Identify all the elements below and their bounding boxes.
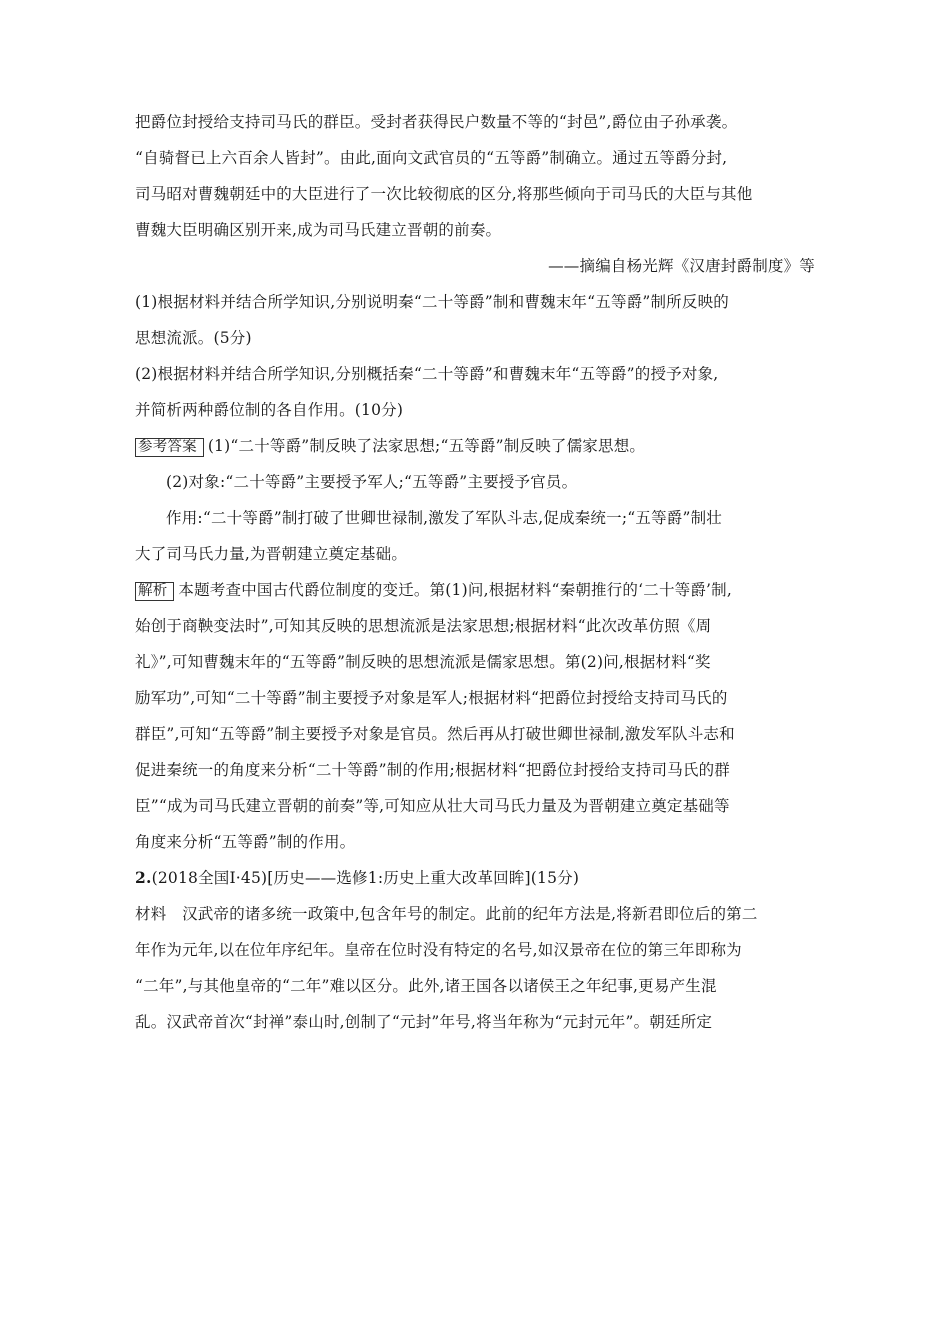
answer-line: 大了司马氏力量,为晋朝建立奠定基础。 bbox=[135, 545, 408, 563]
material-line: 把爵位封授给支持司马氏的群臣。受封者获得民户数量不等的“封邑”,爵位由子孙承袭。 bbox=[135, 113, 738, 131]
answer-line: (2)对象:“二十等爵”主要授予军人;“五等爵”主要授予官员。 bbox=[166, 473, 578, 491]
answer-text: (1)“二十等爵”制反映了法家思想;“五等爵”制反映了儒家思想。 bbox=[207, 437, 646, 455]
answer-line bbox=[135, 436, 815, 456]
material-line: “自骑督已上六百余人皆封”。由此,面向文武官员的“五等爵”制确立。通过五等爵分封, bbox=[135, 149, 728, 167]
answer-line: 作用:“二十等爵”制打破了世卿世禄制,激发了军队斗志,促成秦统一;“五等爵”制壮 bbox=[166, 509, 722, 527]
question-line: 并简析两种爵位制的各自作用。(10分) bbox=[135, 401, 404, 419]
analysis-text: 本题考查中国古代爵位制度的变迁。第(1)问,根据材料“秦朝推行的‘二十等爵’制, bbox=[178, 581, 732, 599]
analysis-line: 促进秦统一的角度来分析“二十等爵”制的作用;根据材料“把爵位封授给支持司马氏的群 bbox=[135, 761, 730, 779]
answer-label: 参考答案 bbox=[135, 438, 204, 457]
analysis-line: 臣”“成为司马氏建立晋朝的前奏”等,可知应从壮大司马氏力量及为晋朝建立奠定基础等 bbox=[135, 797, 730, 815]
analysis-label: 解析 bbox=[135, 582, 174, 601]
analysis-line bbox=[135, 580, 815, 600]
analysis-line: 群臣”,可知“五等爵”制主要授予对象是官员。然后再从打破世卿世禄制,激发军队斗志和 bbox=[135, 725, 735, 743]
question-line: (2)根据材料并结合所学知识,分别概括秦“二十等爵”和曹魏末年“五等爵”的授予对象, bbox=[135, 365, 719, 383]
document-page bbox=[135, 112, 815, 1048]
material-line: 年作为元年,以在位年序纪年。皇帝在位时没有特定的名号,如汉景帝在位的第三年即称为 bbox=[135, 941, 742, 959]
analysis-line: 励军功”,可知“二十等爵”制主要授予对象是军人;根据材料“把爵位封授给支持司马氏的 bbox=[135, 689, 728, 707]
material-line: “二年”,与其他皇帝的“二年”难以区分。此外,诸王国各以诸侯王之年纪事,更易产生混 bbox=[135, 977, 717, 995]
question-line: 思想流派。(5分) bbox=[135, 329, 252, 347]
material-line: 司马昭对曹魏朝廷中的大臣进行了一次比较彻底的区分,将那些倾向于司马氏的大臣与其他 bbox=[135, 185, 753, 203]
analysis-line: 始创于商鞅变法时”,可知其反映的思想流派是法家思想;根据材料“此次改革仿照《周 bbox=[135, 617, 712, 635]
analysis-line: 礼》”,可知曹魏末年的“五等爵”制反映的思想流派是儒家思想。第(2)问,根据材料“奖 bbox=[135, 653, 711, 671]
material-line: 材料 汉武帝的诸多统一政策中,包含年号的制定。此前的纪年方法是,将新君即位后的第二 bbox=[135, 905, 758, 923]
material-line: 曹魏大臣明确区别开来,成为司马氏建立晋朝的前奏。 bbox=[135, 221, 502, 239]
question-number: 2. bbox=[135, 868, 152, 887]
source-citation: ——摘编自杨光辉《汉唐封爵制度》等 bbox=[548, 257, 815, 275]
question-2-header bbox=[135, 868, 815, 888]
analysis-line: 角度来分析“五等爵”制的作用。 bbox=[135, 833, 356, 851]
question-line: (1)根据材料并结合所学知识,分别说明秦“二十等爵”制和曹魏末年“五等爵”制所反映的 bbox=[135, 293, 729, 311]
material-line: 乱。汉武帝首次“封禅”泰山时,创制了“元封”年号,将当年称为“元封元年”。朝廷所定 bbox=[135, 1013, 713, 1031]
question-source: (2018全国Ⅰ·45)[历史——选修1:历史上重大改革回眸](15分) bbox=[151, 869, 580, 887]
